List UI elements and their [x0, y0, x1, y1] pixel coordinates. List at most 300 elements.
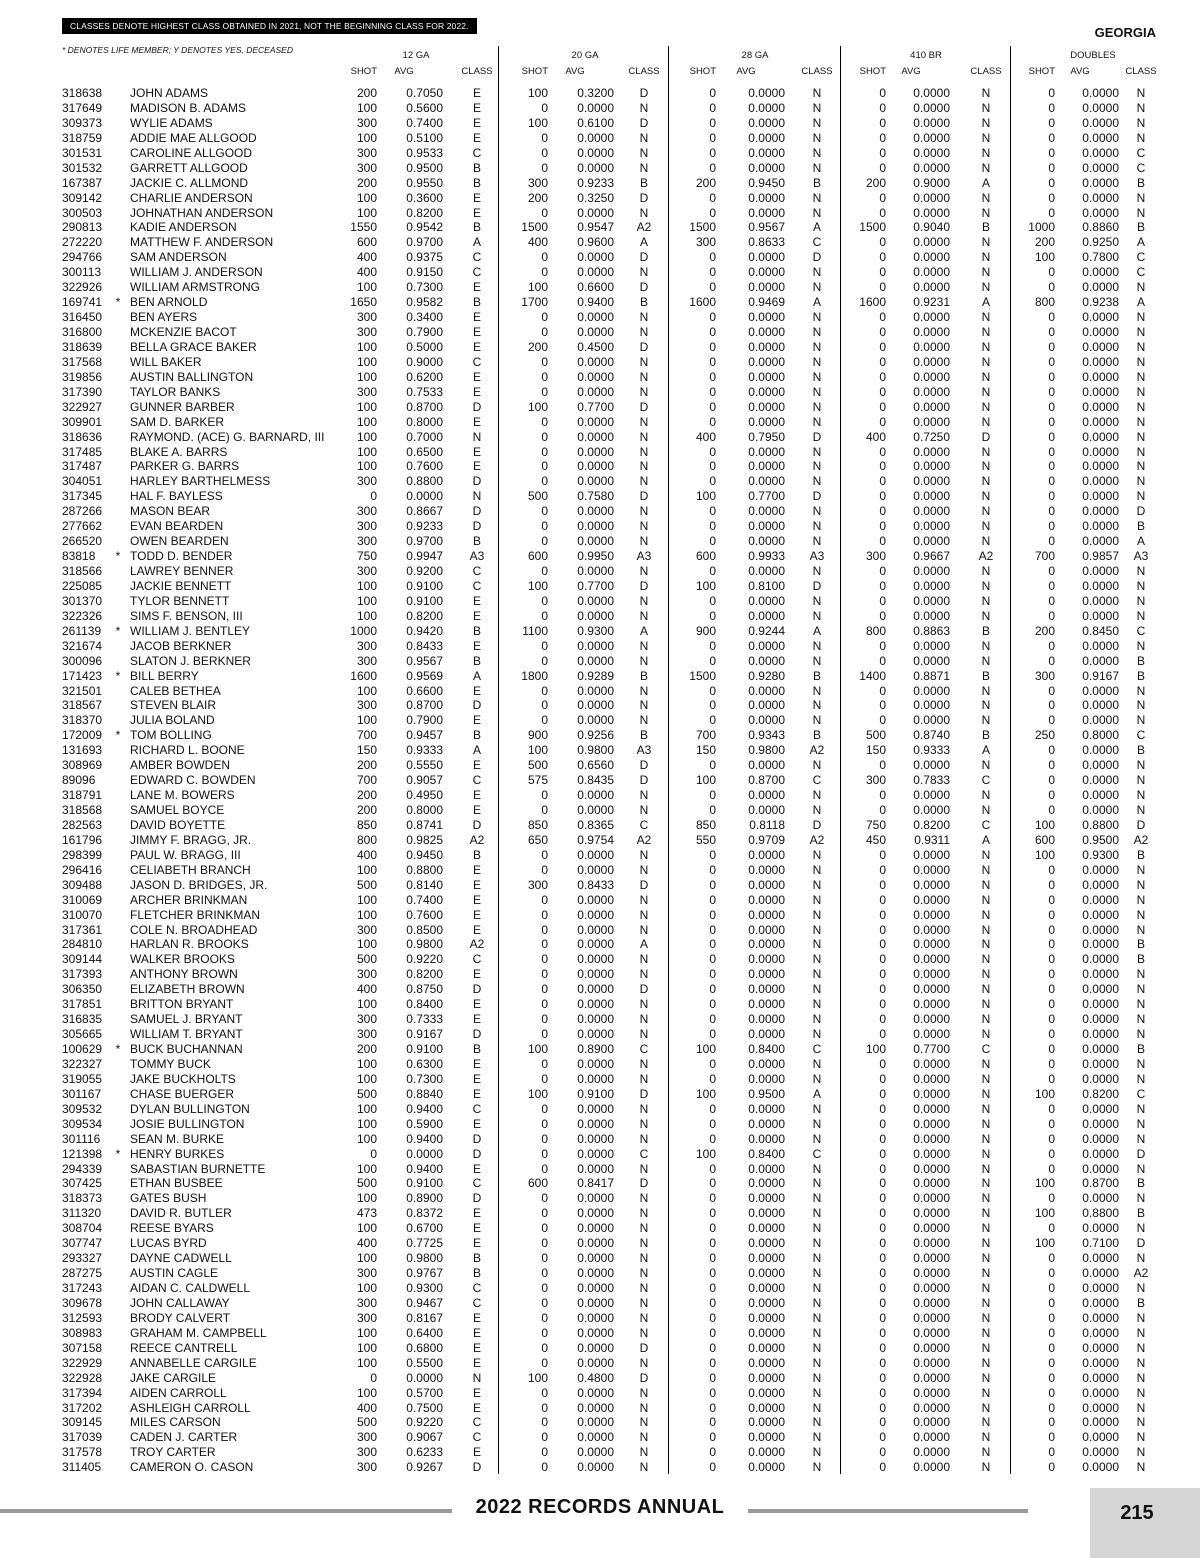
avg-410br: 0.0000 [913, 354, 950, 369]
class-12ga: E [472, 190, 481, 205]
avg-12ga: 0.6233 [406, 1445, 443, 1460]
shot-20ga: 0 [541, 907, 548, 922]
shot-410br: 1600 [859, 295, 886, 310]
class-20ga: D [639, 115, 649, 130]
shot-410br: 0 [879, 578, 886, 593]
class-doubles: B [1136, 1295, 1145, 1310]
class-doubles: B [1136, 220, 1145, 235]
avg-12ga: 0.9150 [406, 265, 443, 280]
avg-doubles: 0.0000 [1082, 638, 1119, 653]
avg-410br: 0.0000 [913, 967, 950, 982]
shot-doubles: 0 [1048, 130, 1055, 145]
table-row [0, 355, 1200, 370]
table-row [0, 430, 1200, 445]
class-410br: D [981, 429, 991, 444]
class-12ga: E [472, 1071, 481, 1086]
shot-doubles: 0 [1048, 967, 1055, 982]
shot-28ga: 0 [709, 967, 716, 982]
class-20ga: N [639, 205, 649, 220]
avg-410br: 0.0000 [913, 638, 950, 653]
shot-doubles: 0 [1048, 1370, 1055, 1385]
shot-20ga: 0 [541, 1445, 548, 1460]
class-28ga: A3 [809, 549, 825, 564]
avg-doubles: 0.0000 [1082, 489, 1119, 504]
class-410br: N [981, 564, 991, 578]
avg-20ga: 0.0000 [577, 892, 614, 907]
class-20ga: N [639, 713, 649, 728]
class-12ga: B [472, 1266, 481, 1281]
shot-28ga: 0 [709, 608, 716, 623]
member-id: 322928 [62, 1370, 103, 1385]
class-28ga: N [812, 1251, 822, 1266]
avg-410br: 0.0000 [913, 474, 950, 489]
shot-410br: 0 [879, 489, 886, 504]
table-row [0, 788, 1200, 803]
shot-20ga: 0 [541, 1310, 548, 1325]
shot-doubles: 0 [1048, 892, 1055, 907]
avg-20ga: 0.0000 [577, 952, 614, 967]
avg-28ga: 0.0000 [748, 504, 785, 519]
table-row [0, 86, 1200, 101]
class-12ga: D [472, 982, 482, 997]
class-410br: C [981, 1042, 991, 1056]
avg-doubles: 0.0000 [1082, 1430, 1119, 1445]
class-12ga: A [472, 743, 481, 758]
avg-12ga: 0.6400 [406, 1325, 443, 1340]
shot-410br: 300 [865, 773, 886, 788]
avg-12ga: 0.9550 [406, 175, 443, 190]
shot-28ga: 0 [709, 384, 716, 399]
shot-410br: 0 [879, 982, 886, 997]
class-410br: N [981, 1101, 991, 1116]
shooter-name: LUCAS BYRD [130, 1236, 207, 1251]
shot-410br: 0 [879, 459, 886, 474]
class-12ga: D [472, 474, 482, 489]
class-12ga: B [472, 220, 481, 235]
shot-28ga: 0 [709, 1266, 716, 1281]
class-doubles: B [1136, 847, 1145, 862]
shot-12ga: 300 [356, 922, 377, 937]
shooter-name: BRODY CALVERT [130, 1310, 231, 1325]
class-doubles: N [1136, 1430, 1146, 1445]
avg-20ga: 0.0000 [577, 1131, 614, 1146]
class-410br: N [981, 474, 991, 489]
avg-28ga: 0.8118 [749, 817, 785, 832]
shot-20ga: 1800 [521, 668, 548, 683]
class-20ga: N [639, 788, 649, 803]
avg-20ga: 0.0000 [577, 429, 614, 444]
shot-12ga: 100 [356, 1056, 377, 1071]
shot-410br: 0 [879, 803, 886, 817]
avg-12ga: 0.3400 [406, 310, 443, 325]
table-row [0, 982, 1200, 997]
avg-28ga: 0.0000 [748, 803, 785, 817]
shot-410br: 0 [879, 937, 886, 952]
class-doubles: N [1136, 1101, 1146, 1116]
shot-doubles: 0 [1048, 1445, 1055, 1460]
shot-12ga: 100 [356, 608, 377, 623]
shot-20ga: 1100 [522, 623, 548, 638]
shot-410br: 0 [879, 698, 886, 713]
class-410br: N [981, 145, 991, 160]
class-doubles: D [1136, 1146, 1146, 1161]
shot-28ga: 0 [709, 1176, 716, 1191]
class-28ga: N [812, 205, 822, 220]
shot-doubles: 0 [1048, 489, 1055, 504]
shot-20ga: 0 [541, 803, 548, 817]
class-28ga: N [812, 354, 822, 369]
avg-28ga: 0.0000 [748, 310, 785, 325]
class-410br: N [981, 1251, 991, 1266]
avg-20ga: 0.0000 [577, 1310, 614, 1325]
shot-20ga: 575 [527, 773, 548, 788]
shot-20ga: 0 [541, 1071, 548, 1086]
shot-20ga: 0 [541, 1116, 548, 1131]
shot-12ga: 100 [356, 713, 377, 728]
shot-20ga: 0 [541, 459, 548, 474]
table-row [0, 1311, 1200, 1326]
shot-20ga: 850 [527, 817, 548, 832]
shooter-name: HARLAN R. BROOKS [130, 937, 249, 952]
shot-12ga: 100 [356, 100, 377, 115]
shot-28ga: 0 [709, 325, 716, 339]
table-row [0, 1326, 1200, 1341]
life-member-mark: * [115, 1042, 121, 1056]
shooter-name: MCKENZIE BACOT [130, 325, 237, 339]
shooter-name: JIMMY F. BRAGG, JR. [130, 832, 252, 847]
member-id: 272220 [62, 235, 103, 250]
avg-12ga: 0.8200 [406, 608, 443, 623]
class-410br: N [981, 1281, 991, 1295]
table-row [0, 848, 1200, 863]
shot-doubles: 0 [1048, 593, 1055, 608]
shot-28ga: 0 [709, 1221, 716, 1236]
shooter-name: JULIA BOLAND [130, 713, 215, 728]
shot-doubles: 0 [1048, 1415, 1055, 1430]
class-28ga: N [812, 758, 822, 773]
shot-28ga: 0 [709, 803, 716, 817]
avg-12ga: 0.5500 [406, 1355, 443, 1370]
shooter-name: JOSIE BULLINGTON [130, 1116, 245, 1131]
shot-410br: 0 [879, 1430, 886, 1445]
table-row [0, 176, 1200, 191]
shot-410br: 0 [879, 1445, 886, 1460]
avg-410br: 0.0000 [913, 1236, 950, 1251]
class-28ga: N [812, 1191, 822, 1206]
class-28ga: N [812, 1430, 822, 1445]
avg-doubles: 0.7100 [1082, 1236, 1119, 1251]
shot-20ga: 100 [527, 280, 548, 295]
table-row [0, 325, 1200, 340]
shot-410br: 0 [879, 250, 886, 265]
avg-28ga: 0.8700 [748, 773, 785, 788]
avg-doubles: 0.8800 [1082, 817, 1119, 832]
class-20ga: N [639, 310, 649, 325]
avg-doubles: 0.0000 [1082, 339, 1119, 354]
avg-20ga: 0.0000 [577, 145, 614, 160]
class-doubles: N [1136, 1385, 1146, 1400]
shot-12ga: 100 [356, 578, 377, 593]
shooter-name: MASON BEAR [130, 504, 211, 519]
class-410br: N [981, 967, 991, 982]
shooter-name: CAROLINE ALLGOOD [130, 145, 253, 160]
avg-12ga: 0.5100 [406, 130, 443, 145]
avg-20ga: 0.0000 [577, 444, 614, 459]
member-id: 318636 [62, 429, 103, 444]
class-410br: N [981, 504, 991, 519]
class-12ga: C [472, 354, 482, 369]
avg-28ga: 0.0000 [748, 100, 785, 115]
class-410br: N [981, 1012, 991, 1027]
class-header: CLASS [461, 66, 493, 77]
avg-doubles: 0.0000 [1082, 743, 1119, 758]
shooter-name: ADDIE MAE ALLGOOD [130, 130, 257, 145]
avg-12ga: 0.0000 [406, 489, 443, 504]
avg-20ga: 0.0000 [577, 1251, 614, 1266]
class-28ga: N [812, 1056, 822, 1071]
shot-28ga: 100 [695, 773, 716, 788]
class-410br: A2 [978, 549, 994, 564]
avg-410br: 0.0000 [913, 683, 950, 698]
avg-doubles: 0.0000 [1082, 1027, 1119, 1042]
class-header: CLASS [1125, 66, 1157, 77]
avg-12ga: 0.8700 [406, 698, 443, 713]
class-410br: N [981, 190, 991, 205]
avg-28ga: 0.0000 [748, 698, 785, 713]
avg-410br: 0.0000 [913, 86, 950, 100]
avg-doubles: 0.0000 [1082, 205, 1119, 220]
shot-28ga: 0 [709, 1116, 716, 1131]
class-20ga: A3 [636, 549, 652, 564]
class-20ga: D [639, 250, 649, 265]
avg-28ga: 0.0000 [748, 130, 785, 145]
avg-20ga: 0.8435 [577, 773, 614, 788]
avg-28ga: 0.0000 [748, 1206, 785, 1221]
class-doubles: A3 [1133, 549, 1149, 564]
shooter-name: ELIZABETH BROWN [130, 982, 245, 997]
shot-doubles: 100 [1034, 1176, 1055, 1191]
class-20ga: N [639, 997, 649, 1012]
class-12ga: B [472, 175, 481, 190]
avg-410br: 0.0000 [913, 1086, 950, 1101]
avg-28ga: 0.9280 [748, 668, 785, 683]
class-28ga: C [812, 235, 822, 250]
class-12ga: D [472, 1460, 482, 1475]
shot-410br: 0 [879, 1415, 886, 1430]
class-410br: N [981, 265, 991, 280]
avg-410br: 0.0000 [913, 534, 950, 549]
class-410br: A [981, 832, 990, 847]
avg-410br: 0.0000 [913, 608, 950, 623]
member-id: 310069 [62, 892, 103, 907]
class-12ga: E [472, 862, 481, 877]
avg-410br: 0.9311 [914, 832, 950, 847]
legend-note: * DENOTES LIFE MEMBER; Y DENOTES YES, DECEASED [62, 45, 293, 55]
shot-12ga: 300 [356, 1310, 377, 1325]
shot-doubles: 0 [1048, 86, 1055, 100]
avg-20ga: 0.0000 [577, 713, 614, 728]
avg-12ga: 0.9700 [406, 235, 443, 250]
avg-12ga: 0.9533 [406, 145, 443, 160]
class-410br: N [981, 1161, 991, 1176]
table-row [0, 1371, 1200, 1386]
class-12ga: B [472, 1042, 481, 1056]
shot-410br: 0 [879, 1400, 886, 1415]
avg-12ga: 0.6600 [406, 683, 443, 698]
shot-410br: 0 [879, 638, 886, 653]
shot-doubles: 0 [1048, 280, 1055, 295]
shot-20ga: 0 [541, 1027, 548, 1042]
avg-12ga: 0.9100 [406, 593, 443, 608]
avg-doubles: 0.0000 [1082, 1266, 1119, 1281]
class-28ga: N [812, 698, 822, 713]
shooter-name: WALKER BROOKS [130, 952, 235, 967]
class-12ga: D [472, 399, 482, 414]
avg-28ga: 0.0000 [748, 1221, 785, 1236]
shot-doubles: 0 [1048, 310, 1055, 325]
shot-28ga: 0 [709, 1415, 716, 1430]
shot-28ga: 900 [695, 623, 716, 638]
shot-12ga: 100 [356, 907, 377, 922]
avg-28ga: 0.0000 [748, 862, 785, 877]
shot-12ga: 100 [356, 339, 377, 354]
class-28ga: D [812, 578, 822, 593]
avg-doubles: 0.0000 [1082, 115, 1119, 130]
class-12ga: D [472, 1131, 482, 1146]
class-20ga: N [639, 1101, 649, 1116]
shot-12ga: 100 [356, 1191, 377, 1206]
table-row [0, 818, 1200, 833]
group-header-28ga: 28 GA [741, 50, 769, 61]
class-20ga: C [639, 817, 649, 832]
avg-20ga: 0.0000 [577, 1445, 614, 1460]
class-doubles: A [1136, 534, 1145, 549]
shot-doubles: 0 [1048, 1116, 1055, 1131]
class-20ga: N [639, 1415, 649, 1430]
avg-doubles: 0.8860 [1082, 220, 1119, 235]
class-12ga: C [472, 265, 482, 280]
class-410br: N [981, 982, 991, 997]
class-doubles: N [1136, 1400, 1146, 1415]
class-12ga: E [472, 997, 481, 1012]
class-410br: N [981, 325, 991, 339]
shot-20ga: 0 [541, 474, 548, 489]
avg-20ga: 0.0000 [577, 534, 614, 549]
avg-20ga: 0.0000 [577, 1146, 614, 1161]
avg-12ga: 0.9267 [406, 1460, 443, 1475]
class-28ga: N [812, 1027, 822, 1042]
class-doubles: B [1136, 653, 1145, 668]
member-id: 318638 [62, 86, 103, 100]
class-doubles: N [1136, 1191, 1146, 1206]
avg-410br: 0.0000 [913, 698, 950, 713]
shot-20ga: 100 [527, 743, 548, 758]
avg-doubles: 0.0000 [1082, 713, 1119, 728]
avg-12ga: 0.5700 [406, 1385, 443, 1400]
avg-20ga: 0.0000 [577, 265, 614, 280]
table-row [0, 474, 1200, 489]
avg-20ga: 0.0000 [577, 1340, 614, 1355]
avg-doubles: 0.0000 [1082, 1445, 1119, 1460]
avg-20ga: 0.0000 [577, 1161, 614, 1176]
class-410br: A [981, 743, 990, 758]
avg-12ga: 0.9400 [406, 1101, 443, 1116]
avg-20ga: 0.3250 [577, 190, 614, 205]
class-20ga: N [639, 907, 649, 922]
shot-doubles: 200 [1034, 623, 1055, 638]
shot-28ga: 0 [709, 459, 716, 474]
avg-12ga: 0.8840 [406, 1086, 443, 1101]
class-410br: B [981, 623, 990, 638]
avg-20ga: 0.0000 [577, 504, 614, 519]
shot-20ga: 0 [541, 847, 548, 862]
shot-doubles: 0 [1048, 564, 1055, 578]
class-doubles: N [1136, 1281, 1146, 1295]
shooter-name: ANTHONY BROWN [130, 967, 238, 982]
class-410br: N [981, 578, 991, 593]
class-12ga: E [472, 1340, 481, 1355]
shot-20ga: 0 [541, 205, 548, 220]
shooter-name: EDWARD C. BOWDEN [130, 773, 256, 788]
avg-410br: 0.0000 [913, 489, 950, 504]
shot-12ga: 500 [356, 952, 377, 967]
class-doubles: B [1136, 519, 1145, 534]
class-28ga: N [812, 325, 822, 339]
class-410br: N [981, 1310, 991, 1325]
member-id: 316835 [62, 1012, 103, 1027]
class-doubles: N [1136, 1370, 1146, 1385]
table-row [0, 1102, 1200, 1117]
member-id: 310070 [62, 907, 103, 922]
class-20ga: N [639, 1131, 649, 1146]
class-12ga: A [472, 235, 481, 250]
avg-12ga: 0.9542 [406, 220, 443, 235]
member-id: 319055 [62, 1071, 103, 1086]
class-doubles: N [1136, 862, 1146, 877]
avg-20ga: 0.8417 [577, 1176, 614, 1191]
avg-12ga: 0.6800 [406, 1340, 443, 1355]
shot-12ga: 400 [356, 250, 377, 265]
avg-28ga: 0.0000 [748, 1056, 785, 1071]
shot-20ga: 1700 [521, 295, 548, 310]
class-doubles: N [1136, 459, 1146, 474]
member-id: 225085 [62, 578, 103, 593]
avg-28ga: 0.0000 [748, 1071, 785, 1086]
shot-28ga: 0 [709, 1056, 716, 1071]
avg-doubles: 0.0000 [1082, 862, 1119, 877]
class-12ga: E [472, 1161, 481, 1176]
avg-410br: 0.0000 [913, 877, 950, 892]
shot-12ga: 700 [356, 728, 377, 743]
life-member-mark: * [115, 295, 121, 310]
avg-410br: 0.0000 [913, 369, 950, 384]
shot-410br: 0 [879, 1146, 886, 1161]
shot-28ga: 100 [695, 1042, 716, 1056]
avg-12ga: 0.5550 [406, 758, 443, 773]
class-doubles: C [1136, 160, 1146, 175]
avg-12ga: 0.7533 [406, 384, 443, 399]
avg-12ga: 0.5900 [406, 1116, 443, 1131]
shot-12ga: 200 [356, 758, 377, 773]
shot-28ga: 0 [709, 1400, 716, 1415]
class-20ga: N [639, 1251, 649, 1266]
shot-12ga: 100 [356, 1281, 377, 1295]
class-20ga: D [639, 773, 649, 788]
class-doubles: N [1136, 638, 1146, 653]
class-doubles: C [1136, 623, 1146, 638]
avg-doubles: 0.0000 [1082, 384, 1119, 399]
class-doubles: B [1136, 952, 1145, 967]
